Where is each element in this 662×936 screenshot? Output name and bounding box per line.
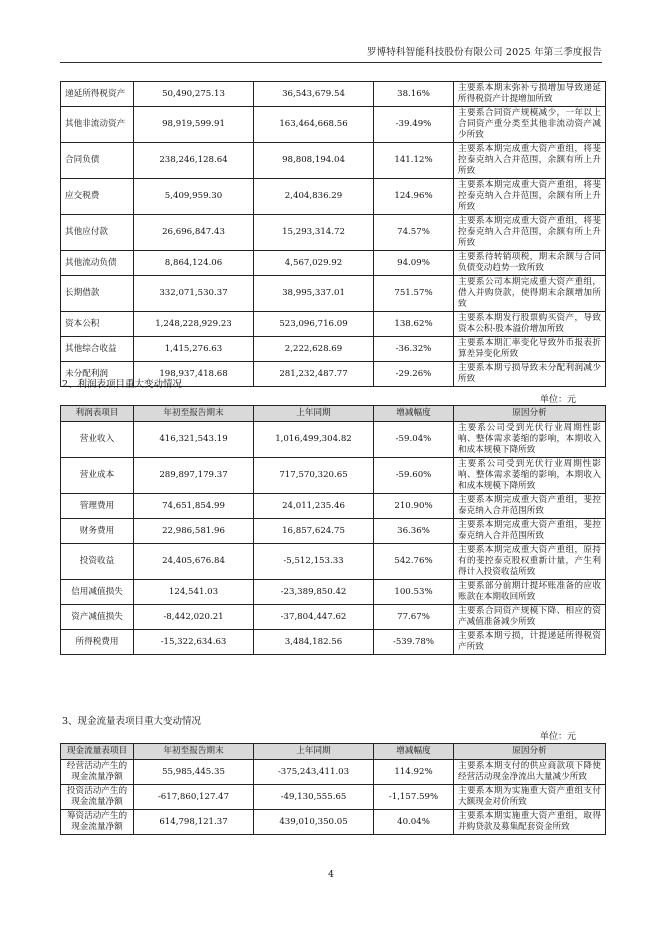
row-current-value: 1,248,228,929.23 bbox=[134, 312, 254, 337]
row-change-percent: 124.96% bbox=[374, 179, 454, 215]
income-header-current: 年初至报告期末 bbox=[134, 406, 254, 422]
row-change-percent: 542.76% bbox=[374, 544, 454, 580]
table-row bbox=[61, 143, 606, 179]
row-change-percent: 114.92% bbox=[374, 760, 454, 785]
cashflow-header-item: 现金流量表项目 bbox=[61, 744, 134, 760]
income-header-item: 利润表项目 bbox=[61, 406, 134, 422]
page-number: 4 bbox=[328, 870, 334, 880]
row-item-label: 应交税费 bbox=[61, 179, 134, 215]
cashflow-changes-table bbox=[60, 743, 606, 835]
row-reason-text: 主要系本期发行股票购买资产，导致资本公积-股本溢价增加所致 bbox=[454, 312, 606, 337]
row-item-label: 投资收益 bbox=[61, 544, 134, 580]
row-change-percent: 38.16% bbox=[374, 82, 454, 107]
row-current-value: 24,405,676.84 bbox=[134, 544, 254, 580]
row-change-percent: -59.60% bbox=[374, 458, 454, 494]
row-current-value: 5,409,959.30 bbox=[134, 179, 254, 215]
row-previous-value: 4,567,029.92 bbox=[254, 251, 374, 276]
row-current-value: 50,490,275.13 bbox=[134, 82, 254, 107]
table-row bbox=[61, 179, 606, 215]
header-divider bbox=[60, 62, 602, 63]
row-current-value: 8,864,124.06 bbox=[134, 251, 254, 276]
table-row bbox=[61, 810, 606, 835]
row-previous-value: 15,293,314.72 bbox=[254, 215, 374, 251]
income-section-title: 2、利润表项目重大变动情况 bbox=[62, 379, 183, 390]
row-reason-text: 主要系公司本期完成重大资产重组，借入并购贷款，使得期末余额增加所致 bbox=[454, 276, 606, 312]
table-row bbox=[61, 337, 606, 362]
table-row bbox=[61, 785, 606, 810]
row-item-label: 营业成本 bbox=[61, 458, 134, 494]
row-reason-text: 主要系本期完成重大资产重组，斐控泰克纳入合并范围所致 bbox=[454, 519, 606, 544]
balance-table-body bbox=[61, 82, 606, 387]
row-current-value: 22,986,581.96 bbox=[134, 519, 254, 544]
row-current-value: -617,860,127.47 bbox=[134, 785, 254, 810]
row-previous-value: -375,243,411.03 bbox=[254, 760, 374, 785]
row-item-label: 筹资活动产生的现金流量净额 bbox=[61, 810, 134, 835]
row-item-label: 其他综合收益 bbox=[61, 337, 134, 362]
row-previous-value: 98,808,194.04 bbox=[254, 143, 374, 179]
row-current-value: 198,937,418.68 bbox=[134, 362, 254, 387]
row-current-value: 98,919,599.91 bbox=[134, 107, 254, 143]
row-previous-value: 163,464,668.56 bbox=[254, 107, 374, 143]
row-current-value: 74,651,854.99 bbox=[134, 494, 254, 519]
row-change-percent: 100.53% bbox=[374, 580, 454, 605]
row-item-label: 经营活动产生的现金流量净额 bbox=[61, 760, 134, 785]
row-change-percent: 40.04% bbox=[374, 810, 454, 835]
row-item-label: 信用减值损失 bbox=[61, 580, 134, 605]
row-previous-value: 717,570,320.65 bbox=[254, 458, 374, 494]
row-current-value: 1,415,276.63 bbox=[134, 337, 254, 362]
table-row bbox=[61, 494, 606, 519]
row-previous-value: -49,130,555.65 bbox=[254, 785, 374, 810]
row-previous-value: 2,222,628.69 bbox=[254, 337, 374, 362]
table-row bbox=[61, 422, 606, 458]
row-item-label: 未分配利润 bbox=[61, 362, 134, 387]
table-row bbox=[61, 312, 606, 337]
table-row bbox=[61, 276, 606, 312]
table-row bbox=[61, 251, 606, 276]
table-row bbox=[61, 107, 606, 143]
row-current-value: 416,321,543.19 bbox=[134, 422, 254, 458]
cashflow-header-row bbox=[61, 744, 606, 760]
table-row bbox=[61, 605, 606, 630]
row-reason-text: 主要系本期支付的供应商款项下降使经营活动现金净流出大量减少所致 bbox=[454, 760, 606, 785]
row-reason-text: 主要系本期亏损，计提递延所得税资产所致 bbox=[454, 630, 606, 655]
row-previous-value: -5,512,153.33 bbox=[254, 544, 374, 580]
row-item-label: 其他流动负债 bbox=[61, 251, 134, 276]
row-current-value: 614,798,121.37 bbox=[134, 810, 254, 835]
income-header-previous: 上年同期 bbox=[254, 406, 374, 422]
row-reason-text: 主要系本期末弥补亏损增加导致递延所得税资产计提增加所致 bbox=[454, 82, 606, 107]
row-reason-text: 主要系本期完成重大资产重组，将斐控泰克纳入合并范围，余额有所上升所致 bbox=[454, 143, 606, 179]
cashflow-header-current: 年初至报告期末 bbox=[134, 744, 254, 760]
row-current-value: 124,541.03 bbox=[134, 580, 254, 605]
row-previous-value: 523,096,716.09 bbox=[254, 312, 374, 337]
cashflow-header-previous: 上年同期 bbox=[254, 744, 374, 760]
row-previous-value: 281,232,487.77 bbox=[254, 362, 374, 387]
cashflow-table-body bbox=[61, 760, 606, 835]
row-reason-text: 主要系本期为实施重大资产重组支付大额现金对价所致 bbox=[454, 785, 606, 810]
row-current-value: 332,071,530.37 bbox=[134, 276, 254, 312]
row-item-label: 递延所得税资产 bbox=[61, 82, 134, 107]
row-previous-value: 36,543,679.54 bbox=[254, 82, 374, 107]
row-reason-text: 主要系本期汇率变化导致外币报表折算差异变化所致 bbox=[454, 337, 606, 362]
row-previous-value: 24,011,235.46 bbox=[254, 494, 374, 519]
row-change-percent: -39.49% bbox=[374, 107, 454, 143]
row-change-percent: 751.57% bbox=[374, 276, 454, 312]
income-unit-label: 单位：元 bbox=[540, 395, 577, 405]
cashflow-section-title: 3、现金流量表项目重大变动情况 bbox=[62, 716, 202, 727]
income-header-reason: 原因分析 bbox=[454, 406, 606, 422]
table-row bbox=[61, 544, 606, 580]
row-reason-text: 主要系部分前期计提坏账准备的应收账款在本期收回所致 bbox=[454, 580, 606, 605]
row-item-label: 资本公积 bbox=[61, 312, 134, 337]
row-current-value: 289,897,179.37 bbox=[134, 458, 254, 494]
table-row bbox=[61, 215, 606, 251]
row-previous-value: 1,016,499,304.82 bbox=[254, 422, 374, 458]
row-item-label: 所得税费用 bbox=[61, 630, 134, 655]
row-item-label: 长期借款 bbox=[61, 276, 134, 312]
row-previous-value: 16,857,624.75 bbox=[254, 519, 374, 544]
row-reason-text: 主要系合同资产规模下降、相应的资产减值准备减少所致 bbox=[454, 605, 606, 630]
table-row bbox=[61, 458, 606, 494]
row-reason-text: 主要系本期完成重大资产重组，将斐控泰克纳入合并范围，余额有所上升所致 bbox=[454, 179, 606, 215]
row-reason-text: 主要系本期实施重大资产重组，取得并购贷款及募集配套资金所致 bbox=[454, 810, 606, 835]
cashflow-header-change: 增减幅度 bbox=[374, 744, 454, 760]
row-previous-value: 2,404,836.29 bbox=[254, 179, 374, 215]
row-item-label: 财务费用 bbox=[61, 519, 134, 544]
row-change-percent: 74.57% bbox=[374, 215, 454, 251]
row-change-percent: -1,157.59% bbox=[374, 785, 454, 810]
row-change-percent: -539.78% bbox=[374, 630, 454, 655]
row-change-percent: -29.26% bbox=[374, 362, 454, 387]
table-row bbox=[61, 82, 606, 107]
income-header-change: 增减幅度 bbox=[374, 406, 454, 422]
income-header-row bbox=[61, 406, 606, 422]
table-row bbox=[61, 760, 606, 785]
row-item-label: 管理费用 bbox=[61, 494, 134, 519]
row-change-percent: 138.62% bbox=[374, 312, 454, 337]
row-reason-text: 主要系待转销项税，期末余额与合同负债变动趋势一致所致 bbox=[454, 251, 606, 276]
row-change-percent: -59.04% bbox=[374, 422, 454, 458]
cashflow-unit-label: 单位：元 bbox=[540, 732, 577, 742]
row-reason-text: 主要系合同资产规模减少，一年以上合同资产重分类至其他非流动资产减少所致 bbox=[454, 107, 606, 143]
row-item-label: 其他非流动资产 bbox=[61, 107, 134, 143]
row-current-value: 55,985,445.35 bbox=[134, 760, 254, 785]
table-row bbox=[61, 519, 606, 544]
row-item-label: 资产减值损失 bbox=[61, 605, 134, 630]
row-reason-text: 主要系本期完成重大资产重组，斐控泰克纳入合并范围所致 bbox=[454, 494, 606, 519]
table-row bbox=[61, 580, 606, 605]
report-header: 罗博特科智能科技股份有限公司 2025 年第三季度报告 bbox=[366, 47, 602, 58]
row-current-value: 26,696,847.43 bbox=[134, 215, 254, 251]
balance-changes-table bbox=[60, 81, 606, 387]
income-table-body bbox=[61, 422, 606, 655]
row-previous-value: 439,010,350.05 bbox=[254, 810, 374, 835]
row-previous-value: 38,995,337.01 bbox=[254, 276, 374, 312]
table-row bbox=[61, 630, 606, 655]
row-previous-value: -37,804,447.62 bbox=[254, 605, 374, 630]
row-item-label: 其他应付款 bbox=[61, 215, 134, 251]
row-change-percent: 36.36% bbox=[374, 519, 454, 544]
row-change-percent: 141.12% bbox=[374, 143, 454, 179]
row-change-percent: 210.90% bbox=[374, 494, 454, 519]
row-reason-text: 主要系公司受到光伏行业周期性影响、整体需求萎缩的影响，本期收入和成本规模下降所致 bbox=[454, 458, 606, 494]
row-item-label: 投资活动产生的现金流量净额 bbox=[61, 785, 134, 810]
row-reason-text: 主要系本期完成重大资产重组，将斐控泰克纳入合并范围，余额有所上升所致 bbox=[454, 215, 606, 251]
row-change-percent: -36.32% bbox=[374, 337, 454, 362]
row-reason-text: 主要系本期亏损导致未分配利润减少所致 bbox=[454, 362, 606, 387]
row-item-label: 合同负债 bbox=[61, 143, 134, 179]
row-current-value: -8,442,020.21 bbox=[134, 605, 254, 630]
row-reason-text: 主要系公司受到光伏行业周期性影响、整体需求萎缩的影响，本期收入和成本规模下降所致 bbox=[454, 422, 606, 458]
row-previous-value: -23,389,850.42 bbox=[254, 580, 374, 605]
row-current-value: -15,322,634.63 bbox=[134, 630, 254, 655]
row-reason-text: 主要系本期完成重大资产重组，原持有的斐控泰克股权重新计量，产生利得计入投资收益所致 bbox=[454, 544, 606, 580]
row-change-percent: 77.67% bbox=[374, 605, 454, 630]
row-change-percent: 94.09% bbox=[374, 251, 454, 276]
income-changes-table bbox=[60, 405, 606, 655]
cashflow-header-reason: 原因分析 bbox=[454, 744, 606, 760]
row-current-value: 238,246,128.64 bbox=[134, 143, 254, 179]
row-previous-value: 3,484,182.56 bbox=[254, 630, 374, 655]
row-item-label: 营业收入 bbox=[61, 422, 134, 458]
